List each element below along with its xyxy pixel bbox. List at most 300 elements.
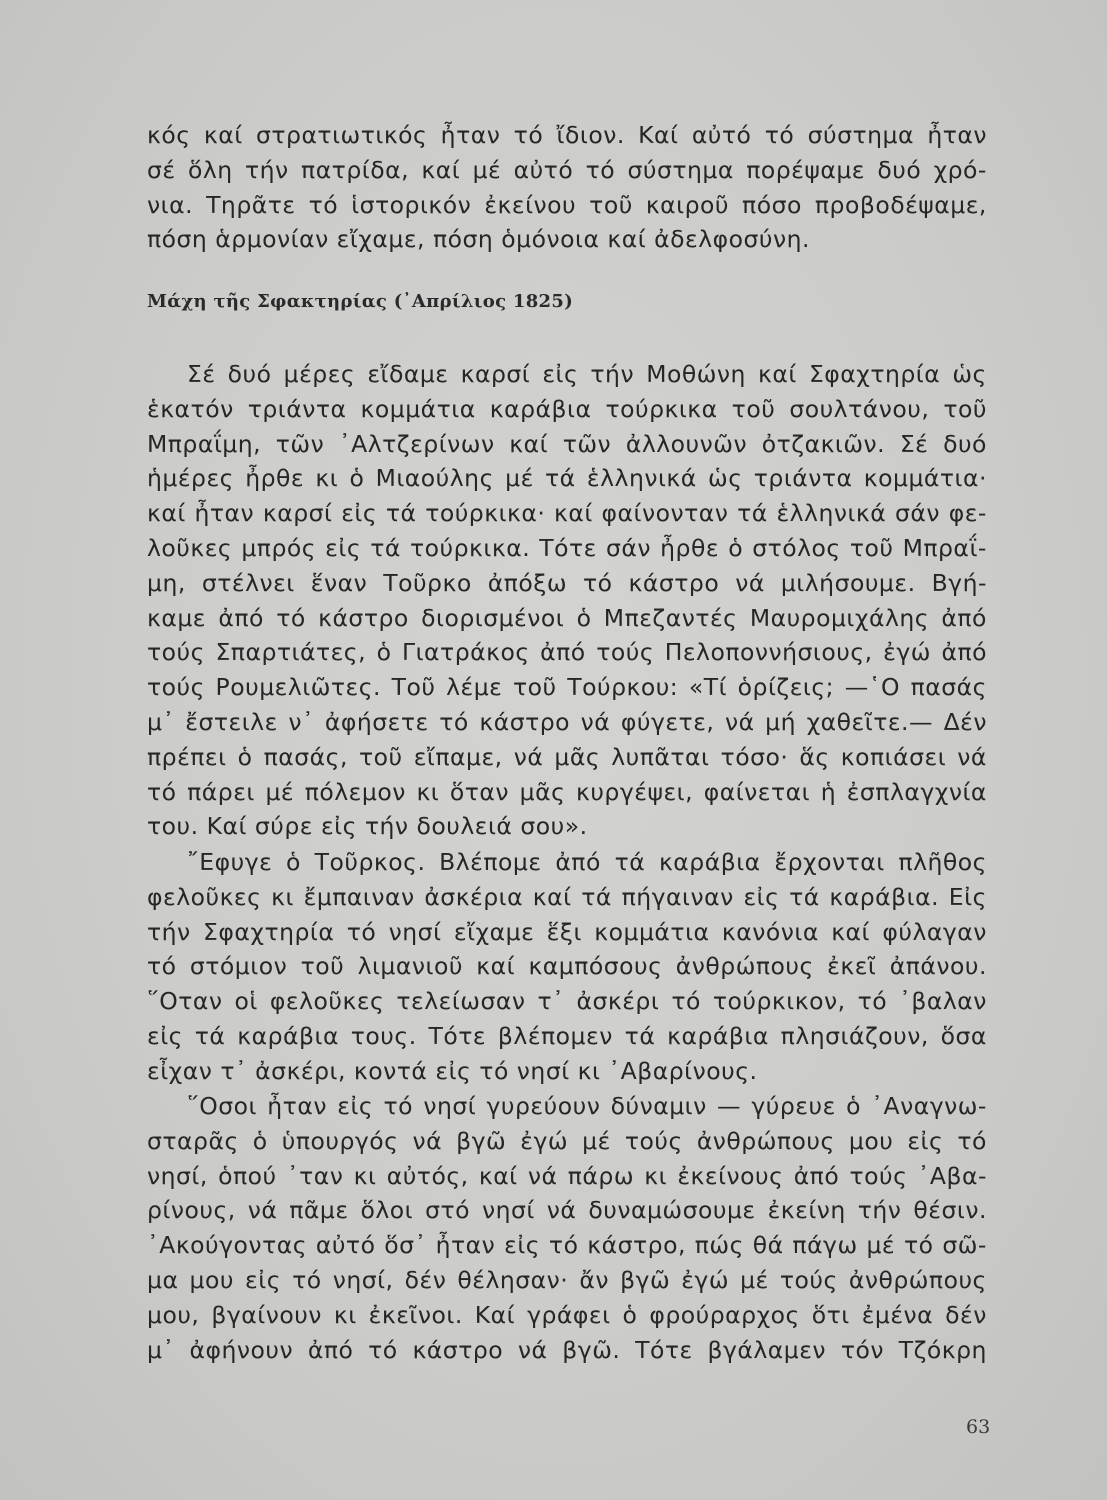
word: τῶν xyxy=(275,429,325,458)
word: τοῦ xyxy=(359,742,403,771)
word: Μιαούλης xyxy=(375,464,494,493)
word: Σπαρτιάτες, xyxy=(215,638,367,667)
word: ἀνθρώπους xyxy=(696,1126,835,1155)
word: Βλέπομε xyxy=(439,848,542,876)
word: νά xyxy=(247,1196,278,1225)
word: θέσιν. xyxy=(913,1196,987,1225)
word: ᾿Αβα- xyxy=(917,1161,987,1190)
word: καί xyxy=(421,155,461,184)
word: νά xyxy=(412,1126,443,1155)
word: τό xyxy=(147,952,177,981)
word: πατρίδα, xyxy=(301,155,410,184)
word: Μπραΐ- xyxy=(902,533,987,562)
text-line xyxy=(147,188,987,223)
word: καί xyxy=(147,499,186,528)
word: τοῦ xyxy=(849,533,894,562)
word: βγαίνουν xyxy=(211,1300,322,1329)
text-line xyxy=(147,461,987,496)
word: σουλτάνου, xyxy=(789,394,930,423)
word: τήν xyxy=(857,1196,902,1225)
word: ὅτι xyxy=(811,1300,850,1329)
word: ᾿Αναγνω- xyxy=(871,1092,987,1120)
word: Εἰς xyxy=(948,882,987,911)
word: Μαυρομιχάλης xyxy=(749,603,930,632)
word: ᾿ταν xyxy=(286,1161,344,1190)
word: εἰς xyxy=(907,1126,944,1155)
word: αὐτό xyxy=(513,155,574,184)
word: βγῶ. xyxy=(562,1335,621,1364)
word: ἅς xyxy=(799,742,830,771)
word: τά xyxy=(581,882,612,911)
word: μέ xyxy=(740,1265,769,1294)
word: εἰς xyxy=(341,499,378,528)
word: τό xyxy=(513,121,544,149)
word: φαίνεται xyxy=(703,777,811,806)
word: γύρευε xyxy=(751,1092,836,1120)
word: καράβια. xyxy=(829,882,940,911)
word: κάστρο xyxy=(628,568,720,597)
word: πασάς, xyxy=(263,742,348,771)
word: χρό- xyxy=(933,155,987,184)
word: καρσί xyxy=(262,499,333,528)
word: αὐτό xyxy=(315,1231,376,1260)
word: ᾿βαλαν xyxy=(899,987,987,1016)
word: καί xyxy=(831,917,870,946)
word: ῎Εφυγε xyxy=(187,848,273,876)
word: ἦταν xyxy=(194,499,255,528)
text-line xyxy=(147,1333,987,1368)
word: βλέπομεν xyxy=(497,1021,613,1050)
word: ἀνθρώπους xyxy=(675,952,814,981)
word: θέλησαν· xyxy=(457,1265,569,1294)
word: τούς xyxy=(849,1161,908,1190)
word: ἀπάνου. xyxy=(889,952,987,981)
word: τό xyxy=(671,987,701,1016)
word: τούρκικον, xyxy=(712,987,846,1016)
word: κι xyxy=(416,777,440,806)
word: ᾿Αλτζερίνων xyxy=(338,429,495,458)
word: καμπόσους xyxy=(528,952,663,981)
word: νά xyxy=(735,568,765,597)
word: δυό xyxy=(943,429,987,458)
word: ἐκείνη xyxy=(767,1196,846,1225)
text-line xyxy=(147,635,987,670)
word: τά xyxy=(737,499,768,528)
word: κι xyxy=(644,1161,668,1190)
word: σάν xyxy=(606,533,652,562)
word: καράβια xyxy=(237,1021,339,1050)
text-line xyxy=(147,984,987,1019)
paragraph-4 xyxy=(147,1089,987,1367)
word: σάν xyxy=(894,499,940,528)
word: μέ xyxy=(472,155,502,184)
word: τοῦ xyxy=(589,190,633,219)
word: ὁ xyxy=(286,848,301,876)
text-line: πόση ἁρμονίαν εἴχαμε, πόση ὁμόνοια καί ἀδελφοσύνη. xyxy=(147,225,811,254)
word: —῾Ο xyxy=(844,673,900,702)
word: πᾶμε xyxy=(289,1196,349,1225)
word: ὡς xyxy=(952,360,987,388)
word: Καί xyxy=(638,121,679,149)
word: κι xyxy=(315,464,339,493)
word: Βγή- xyxy=(931,568,987,597)
word: κι xyxy=(353,1161,377,1190)
word: λέμε xyxy=(446,673,503,702)
word: στρατιωτικός xyxy=(255,121,428,149)
word: τούς xyxy=(779,1265,838,1294)
word: εἴχαμε xyxy=(453,917,535,946)
word: μέ xyxy=(505,464,534,493)
word: μέ xyxy=(866,1231,896,1260)
word: ἕξι xyxy=(546,917,582,946)
word: εἰς xyxy=(504,1231,541,1260)
word: τήν xyxy=(147,917,191,946)
word: γράφει xyxy=(527,1300,611,1329)
word: — xyxy=(717,1092,742,1120)
word: φρούραρχος xyxy=(649,1300,800,1329)
word: φελοῦκες xyxy=(269,987,385,1016)
word: ἀφήνουν xyxy=(189,1335,294,1364)
word: τό xyxy=(548,1231,579,1260)
word: Δέν xyxy=(943,707,987,736)
word: μή xyxy=(765,707,797,736)
word: ἕναν xyxy=(310,568,368,597)
word: μου, xyxy=(147,1300,200,1329)
word: μ᾿ xyxy=(147,707,175,736)
word: τά xyxy=(545,464,576,493)
word: Τότε xyxy=(539,533,597,562)
word: πώς xyxy=(694,1231,744,1260)
word: ὅλοι xyxy=(360,1196,414,1225)
word: ὁ xyxy=(622,1300,638,1329)
word: τόν xyxy=(840,1335,884,1364)
word: κάστρο, xyxy=(587,1231,686,1260)
word: ἀνθρώπους xyxy=(848,1265,987,1294)
word: τό xyxy=(276,603,306,632)
text-line xyxy=(147,1263,987,1298)
word: ἐμένα xyxy=(861,1300,934,1329)
word: «Τί xyxy=(688,673,728,702)
word: Τότε xyxy=(635,1335,693,1364)
paragraph-1 xyxy=(147,118,987,257)
word: ἦταν xyxy=(267,1092,327,1120)
word: δέν xyxy=(945,1300,987,1329)
word: καμε xyxy=(147,603,206,632)
word: κανόνια xyxy=(721,917,819,946)
word: προβοδέψαμε, xyxy=(814,190,987,219)
word: ὁ xyxy=(349,464,365,493)
word: πήγαιναν xyxy=(621,882,734,911)
word: νά xyxy=(957,742,987,771)
word: νησί xyxy=(388,917,442,946)
word: Τζόκρη xyxy=(898,1335,987,1364)
word: ἀπό xyxy=(555,848,601,876)
word: ὅσα xyxy=(940,1021,987,1050)
word: τό xyxy=(583,568,613,597)
word: Καί xyxy=(474,1300,516,1329)
word: τό xyxy=(368,1335,398,1364)
word: καί xyxy=(203,121,243,149)
word: τό xyxy=(308,190,339,219)
word: πλησιάζουν, xyxy=(780,1021,929,1050)
word: τόσο· xyxy=(720,742,789,771)
word: ὅλη xyxy=(187,155,233,184)
word: σέ xyxy=(147,155,176,184)
paragraph-2 xyxy=(147,357,987,844)
word: τά xyxy=(614,848,646,876)
word: βγῶ xyxy=(456,1126,507,1155)
word: μα xyxy=(147,1265,179,1294)
text-line xyxy=(147,153,987,188)
word: πρέπει xyxy=(147,742,227,771)
word: πάρω xyxy=(567,1161,635,1190)
word: ἐκεῖνοι. xyxy=(368,1300,463,1329)
word: σύστημα xyxy=(807,121,914,149)
word: ὅσ᾿ xyxy=(384,1231,427,1260)
word: κομμάτια· xyxy=(863,464,987,493)
word: τοῦ xyxy=(512,673,557,702)
word: εἰς xyxy=(147,1021,183,1050)
text-line xyxy=(147,740,987,775)
word: τό xyxy=(957,1126,987,1155)
word: δύναμιν xyxy=(610,1092,707,1120)
word: πάγω xyxy=(792,1231,858,1260)
word: νια. xyxy=(147,190,194,219)
word: σύστημα xyxy=(627,155,734,184)
word: καράβια xyxy=(489,394,592,423)
word: ὁπού xyxy=(218,1161,277,1190)
text-line xyxy=(147,705,987,740)
word: ἡ xyxy=(820,777,837,806)
word: δέν xyxy=(404,1265,447,1294)
word: ὅταν xyxy=(449,777,510,806)
text-line xyxy=(147,392,987,427)
text-line xyxy=(147,915,987,950)
text-line xyxy=(147,1124,987,1159)
word: εἰς xyxy=(245,1265,281,1294)
text-line xyxy=(147,1019,987,1054)
word: ἑλληνικά xyxy=(586,464,697,493)
word: Πελοποννήσιους, xyxy=(664,638,873,667)
text-line xyxy=(147,845,987,880)
word: χαθεῖτε.— xyxy=(806,707,934,736)
word: καιροῦ xyxy=(645,190,730,219)
word: ἦταν xyxy=(435,1231,496,1260)
word: τά xyxy=(789,882,820,911)
word: τριάντα xyxy=(753,464,853,493)
word: ἐγώ xyxy=(520,1126,569,1155)
word: φελοῦκες xyxy=(147,882,262,911)
word: ῞Οταν xyxy=(147,987,223,1016)
paragraph-3 xyxy=(147,845,987,1089)
word: νά xyxy=(724,707,755,736)
word: τό xyxy=(764,121,795,149)
word: Μπραΐμη, xyxy=(147,429,262,458)
word: Τοῦ xyxy=(391,673,436,702)
word: πάρει xyxy=(187,777,255,806)
word: κομμάτια xyxy=(594,917,710,946)
word: εἴπαμε, xyxy=(413,742,503,771)
word: στέλνει xyxy=(201,568,295,597)
word: ἀπό xyxy=(218,603,264,632)
word: Τηρᾶτε xyxy=(206,190,296,219)
word: τούς xyxy=(147,638,205,667)
word: ἐκεῖ xyxy=(827,952,877,981)
word: Τούρκου: xyxy=(567,673,679,702)
word: Τοῦρκο xyxy=(383,568,472,597)
word: ἀφήσετε xyxy=(324,707,429,736)
word: τῶν xyxy=(562,429,612,458)
word: τό xyxy=(383,1092,414,1120)
word: κι xyxy=(271,882,294,911)
section-heading: Μάχη τῆς Σφακτηρίας (᾿Απρίλιος 1825) xyxy=(147,291,574,312)
text-line xyxy=(147,775,987,810)
word: ἐσπλαγχνία xyxy=(846,777,987,806)
word: τά xyxy=(385,499,417,528)
word: ἀπό xyxy=(307,1335,354,1364)
word: σταρᾶς xyxy=(147,1126,239,1155)
word: εἰς xyxy=(542,360,579,388)
word: Μπεζαντές xyxy=(603,603,738,632)
word: καί xyxy=(509,429,549,458)
word: καί xyxy=(478,1161,518,1190)
word: μᾶς xyxy=(554,742,601,771)
word: τριάντα xyxy=(247,394,347,423)
word: τά xyxy=(194,1021,226,1050)
word: πόσο xyxy=(742,190,802,219)
word: ὁρίζεις; xyxy=(737,673,835,702)
word: ἔρχονται xyxy=(774,848,885,876)
word: τό xyxy=(292,1265,322,1294)
word: λοῦκες xyxy=(147,533,233,562)
word: αὐτός, xyxy=(386,1161,469,1190)
text-line xyxy=(147,496,987,531)
word: ἀπό xyxy=(540,638,586,667)
word: δυναμώσουμε xyxy=(588,1196,756,1225)
word: κάστρο xyxy=(479,707,571,736)
word: τοῦ xyxy=(300,952,345,981)
word: ἦρθε xyxy=(245,464,305,493)
word: καί xyxy=(554,499,593,528)
word: οἱ xyxy=(234,987,258,1016)
word: ἀσκέρια xyxy=(424,882,524,911)
word: νά xyxy=(513,742,544,771)
text-line xyxy=(147,670,987,705)
word: φύλαγαν xyxy=(882,917,987,946)
word: τά xyxy=(370,533,401,562)
word: μέ xyxy=(265,777,295,806)
word: ἡμέρες xyxy=(147,464,234,493)
word: αὐτό xyxy=(691,121,752,149)
word: Τότε xyxy=(428,1021,487,1050)
word: Γιατράκος xyxy=(402,638,530,667)
word: ἄν xyxy=(579,1265,609,1294)
word: στόμιον xyxy=(189,952,288,981)
word: εἰς xyxy=(743,882,780,911)
word: ἐγώ xyxy=(883,638,931,667)
word: ὁ xyxy=(252,1126,268,1155)
word: κομμάτια xyxy=(360,394,476,423)
text-line xyxy=(147,566,987,601)
word: νησί xyxy=(423,1092,477,1120)
text-line xyxy=(147,949,987,984)
word: Σέ xyxy=(187,360,216,388)
word: ὁ xyxy=(237,742,253,771)
word: νά xyxy=(517,1335,548,1364)
word: ἐκείνους xyxy=(677,1161,784,1190)
word: στόλος xyxy=(752,533,841,562)
word: κι xyxy=(333,1300,357,1329)
text-line xyxy=(147,1159,987,1194)
word: Μοθώνη xyxy=(646,360,746,388)
word: τούς xyxy=(147,673,205,702)
word: τήν xyxy=(245,155,289,184)
word: τοῦ xyxy=(943,394,987,423)
word: λυπᾶται xyxy=(611,742,710,771)
word: ἑλληνικά xyxy=(776,499,887,528)
word: μέ xyxy=(582,1126,611,1155)
word: τελείωσαν xyxy=(396,987,526,1016)
word: ρίνους, xyxy=(147,1196,236,1225)
word: ἀσκέρι xyxy=(576,987,660,1016)
word: φε- xyxy=(948,499,987,528)
word: καί xyxy=(758,360,797,388)
word: ἀπό xyxy=(793,1161,840,1190)
text-line xyxy=(147,1228,987,1263)
text-line xyxy=(147,1193,987,1228)
word: νησί xyxy=(481,1196,535,1225)
word: ῞Οσοι xyxy=(187,1092,257,1120)
word: ὀτζακιῶν. xyxy=(761,429,886,458)
word: ἀπόξω xyxy=(487,568,568,597)
word: ἦρθε xyxy=(660,533,720,562)
word: ὑπουργός xyxy=(281,1126,399,1155)
word: πασάς xyxy=(910,673,987,702)
word: ἐγώ xyxy=(681,1265,730,1294)
word: μᾶς xyxy=(519,777,566,806)
word: καρσί xyxy=(460,360,531,388)
word: ἔστειλε xyxy=(185,707,278,736)
word: μπρός xyxy=(241,533,317,562)
word: ἀλλουνῶν xyxy=(625,429,748,458)
word: σῶ- xyxy=(942,1231,987,1260)
word: εἰς xyxy=(337,1092,374,1120)
word: τούς xyxy=(624,1126,683,1155)
text-line xyxy=(147,601,987,636)
word: μιλήσουμε. xyxy=(780,568,916,597)
word: Σφαχτηρία xyxy=(203,917,335,946)
word: ν᾿ xyxy=(288,707,315,736)
text-line xyxy=(147,357,987,392)
word: ἦταν xyxy=(440,121,501,149)
word: φύγετε, xyxy=(620,707,715,736)
word: κάστρο xyxy=(318,603,409,632)
word: νησί, xyxy=(147,1161,208,1190)
text-line: εἶχαν τ᾿ ἀσκέρι, κοντά εἰς τό νησί κι ᾿Αβαρίνους. xyxy=(147,1056,758,1085)
text-line xyxy=(147,880,987,915)
word: τό xyxy=(439,707,469,736)
word: Ρουμελιῶτες. xyxy=(215,673,381,702)
text-line xyxy=(147,1298,987,1333)
word: βγάλαμεν xyxy=(707,1335,827,1364)
word: καράβια xyxy=(667,1021,769,1050)
word: νά xyxy=(527,1161,558,1190)
word: νησί, xyxy=(332,1265,394,1294)
word: κοπιάσει xyxy=(840,742,947,771)
text-line xyxy=(147,118,987,153)
word: βγῶ xyxy=(620,1265,671,1294)
word: τό xyxy=(346,917,377,946)
